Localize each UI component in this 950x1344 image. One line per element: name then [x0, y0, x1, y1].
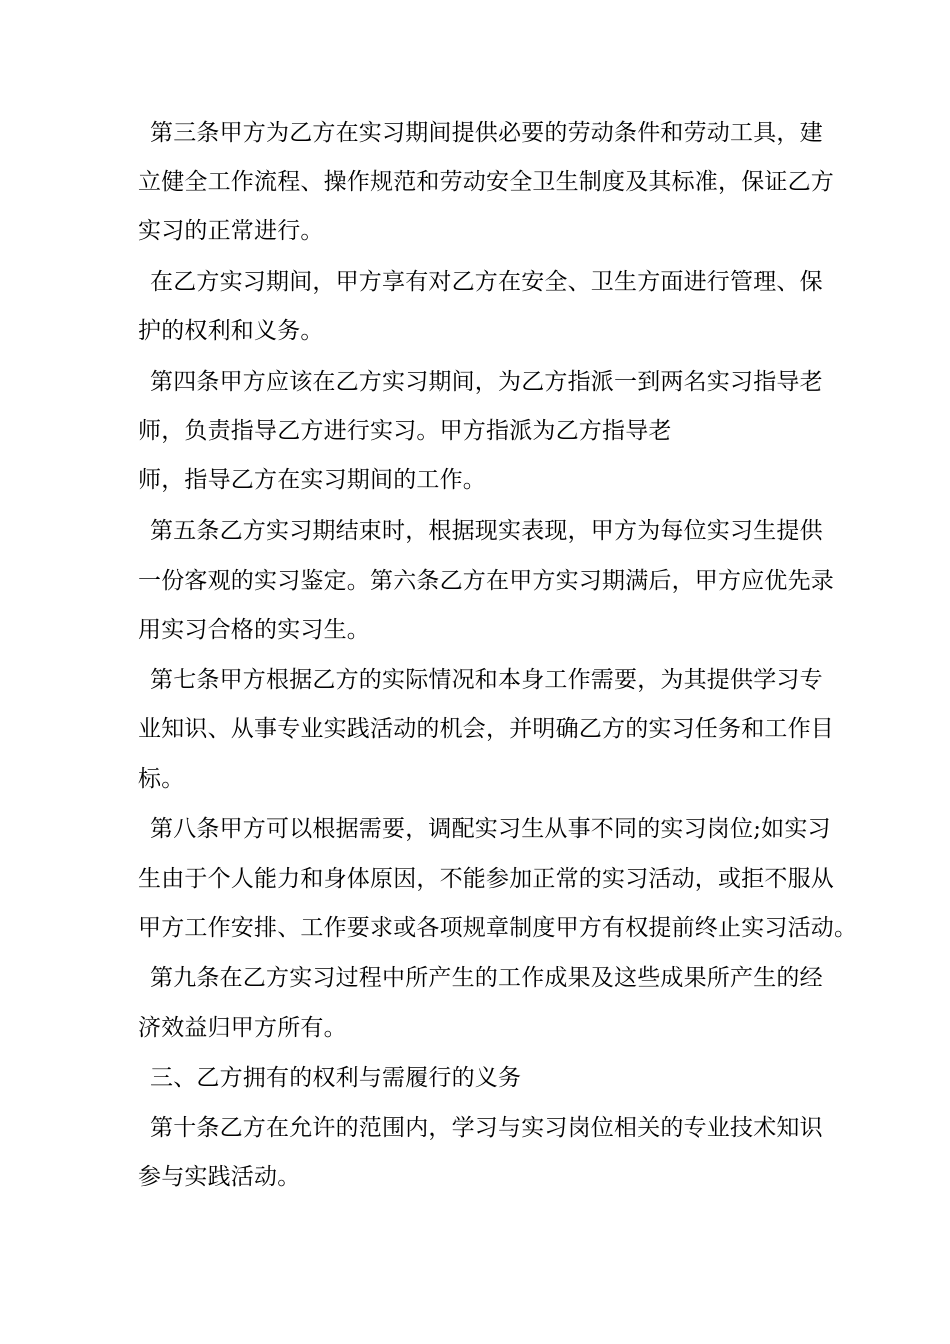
paragraph-article-8-line-2: 生由于个人能力和身体原因，不能参加正常的实习活动，或拒不服从: [138, 866, 834, 892]
paragraph-article-5-line-2: 一份客观的实习鉴定。第六条乙方在甲方实习期满后，甲方应优先录: [138, 568, 834, 594]
paragraph-article-3-line-3: 实习的正常进行。: [138, 218, 324, 244]
paragraph-article-5-line-1: 第五条乙方实习期结束时，根据现实表现，甲方为每位实习生提供: [150, 518, 823, 544]
paragraph-article-4-line-1: 第四条甲方应该在乙方实习期间，为乙方指派一到两名实习指导老: [150, 369, 823, 395]
paragraph-article-7-line-1: 第七条甲方根据乙方的实际情况和本身工作需要，为其提供学习专: [150, 667, 823, 693]
paragraph-article-7-line-2: 业知识、从事专业实践活动的机会，并明确乙方的实习任务和工作目: [138, 716, 834, 742]
paragraph-article-4-line-2: 师，负责指导乙方进行实习。甲方指派为乙方指导老: [138, 418, 672, 444]
section-heading: 三、乙方拥有的权利与需履行的义务: [150, 1065, 522, 1091]
paragraph-article-8-line-1: 第八条甲方可以根据需要，调配实习生从事不同的实习岗位;如实习: [150, 816, 831, 842]
paragraph-article-4-line-3: 师，指导乙方在实习期间的工作。: [138, 467, 486, 493]
paragraph-article-10-line-1: 第十条乙方在允许的范围内，学习与实习岗位相关的专业技术知识: [150, 1115, 823, 1141]
paragraph-article-10-line-2: 参与实践活动。: [138, 1164, 301, 1190]
paragraph-article-3-line-2: 立健全工作流程、操作规范和劳动安全卫生制度及其标准，保证乙方: [138, 169, 834, 195]
paragraph-article-9-line-1: 第九条在乙方实习过程中所产生的工作成果及这些成果所产生的经: [150, 965, 823, 991]
paragraph-management-line-1: 在乙方实习期间，甲方享有对乙方在安全、卫生方面进行管理、保: [150, 269, 823, 295]
paragraph-article-8-line-3: 甲方工作安排、工作要求或各项规章制度甲方有权提前终止实习活动。: [138, 915, 858, 941]
paragraph-article-5-line-3: 用实习合格的实习生。: [138, 617, 370, 643]
paragraph-article-9-line-2: 济效益归甲方所有。: [138, 1015, 347, 1041]
paragraph-management-line-2: 护的权利和义务。: [138, 318, 324, 344]
paragraph-article-3-line-1: 第三条甲方为乙方在实习期间提供必要的劳动条件和劳动工具，建: [150, 120, 823, 146]
paragraph-article-7-line-3: 标。: [138, 766, 185, 792]
